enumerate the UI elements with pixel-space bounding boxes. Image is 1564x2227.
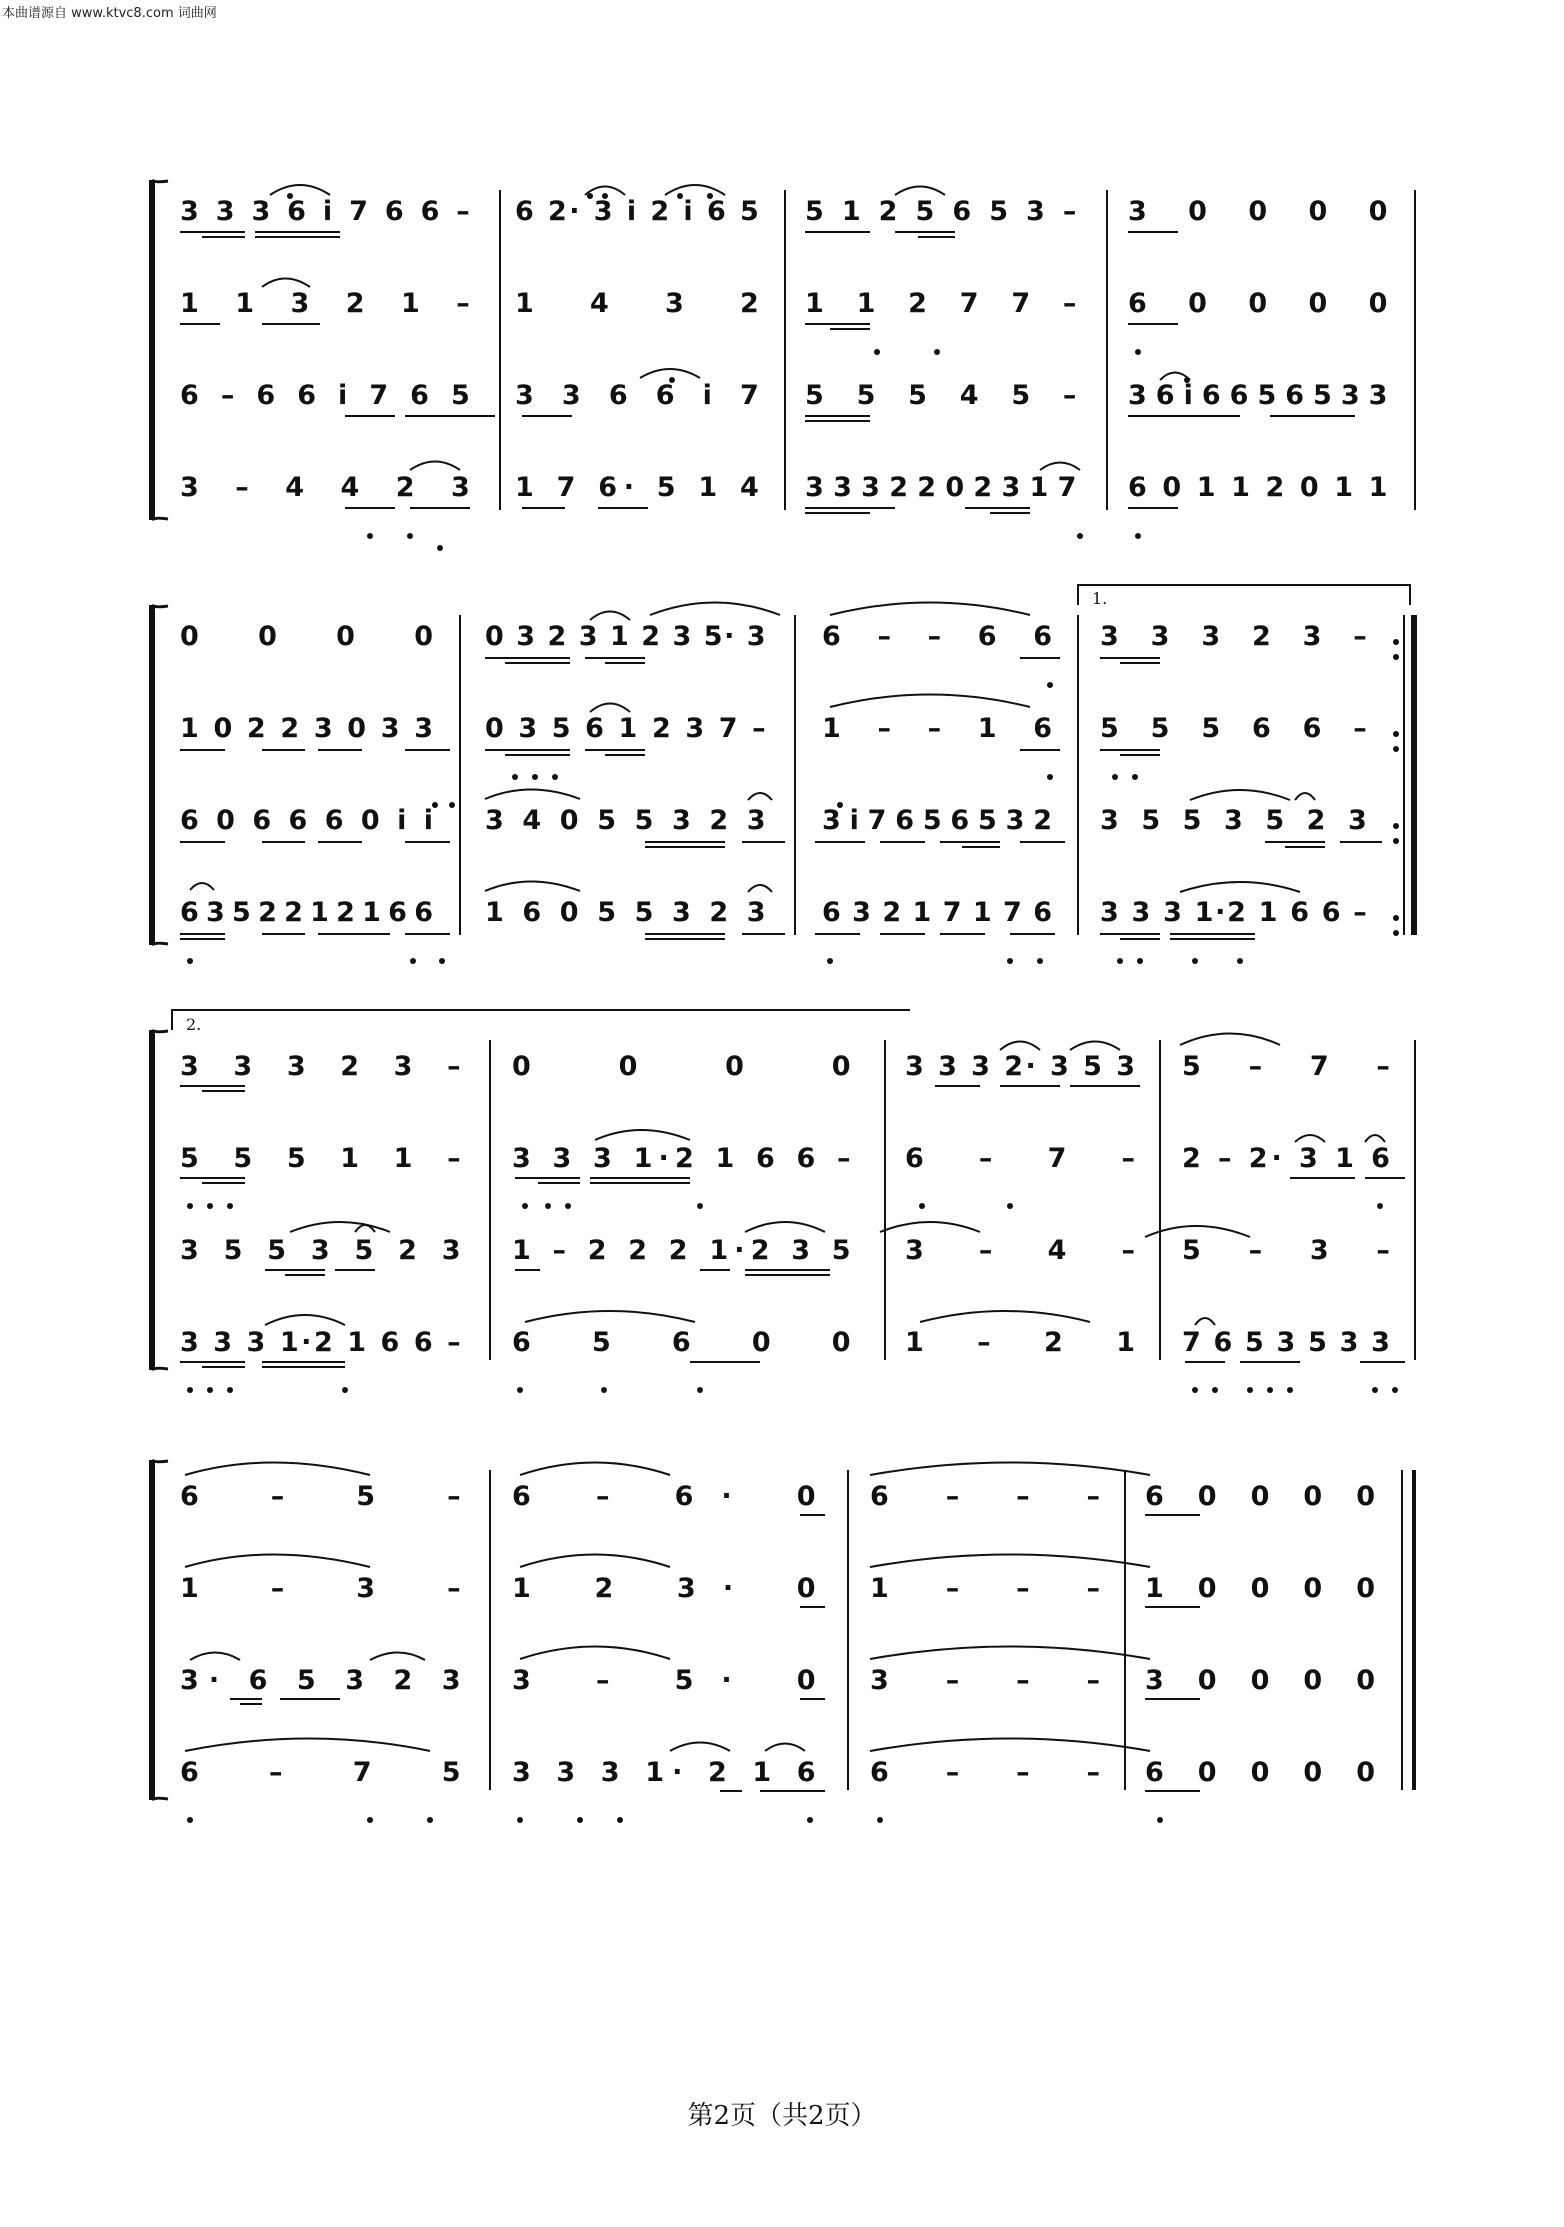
bracket-top-curl bbox=[152, 605, 168, 607]
bracket-bottom-curl bbox=[152, 1798, 168, 1800]
source-header: 本曲谱源自 www.ktvc8.com 词曲网 bbox=[2, 6, 217, 21]
bracket-bottom-curl bbox=[152, 518, 168, 520]
measure-s4-v2-m2: 1 2 3· 0 bbox=[512, 1573, 816, 1604]
octave-dots bbox=[187, 1817, 1163, 1823]
measure-s3-v3-m1: 3 5 5 3 5 2 3 bbox=[180, 1235, 461, 1266]
page-footer: 第2页（共2页） bbox=[687, 2101, 877, 2131]
measure-s4-v1-m3: 6 – – – bbox=[870, 1481, 1100, 1512]
measure-s1-v3-m2: 3 3 6 6 i 7 bbox=[515, 380, 759, 411]
measure-s2-v3-m1: 6 0 6 6 6 0 i i bbox=[180, 805, 433, 836]
bracket-bottom-curl bbox=[152, 1368, 168, 1370]
measure-s3-v3-m2: 1 – 2 2 2 1·2 3 5 bbox=[512, 1235, 851, 1266]
measure-s2-v2-m1: 1 0 2 2 3 0 3 3 bbox=[180, 713, 433, 744]
measure-s4-v1-m4: 6 0 0 0 0 bbox=[1145, 1481, 1375, 1512]
volta-2-bracket bbox=[172, 1010, 910, 1030]
measure-s4-v1-m1: 6 – 5 – bbox=[180, 1481, 461, 1512]
bracket-bottom-curl bbox=[152, 943, 168, 945]
measure-s4-v3-m1: 3· 6 5 3 2 3 bbox=[180, 1665, 461, 1696]
measure-s2-v4-m2: 1 6 0 5 5 3 2 3 bbox=[485, 897, 766, 928]
measure-s1-v3-m4: 3 6 i 6 6 5 6 5 3 3 bbox=[1128, 380, 1388, 411]
measure-s3-v1-m4: 5 – 7 – bbox=[1182, 1051, 1390, 1082]
measure-s1-v1-m1: 3 3 3 6 i 7 6 6 – bbox=[180, 196, 470, 227]
volta-2-label: 2. bbox=[186, 1015, 202, 1034]
measure-s2-v3-m4: 3 5 5 3 5 2 3 bbox=[1100, 805, 1367, 836]
measure-s1-v4-m1: 3 – 4 4 2 3 bbox=[180, 472, 470, 503]
measure-s2-v4-m1: 6 3 5 2 2 1 2 1 6 6 bbox=[180, 897, 433, 928]
volta-1-bracket bbox=[1078, 585, 1410, 605]
measure-s4-v4-m2: 3 3 3 1· 2 1 6 bbox=[512, 1757, 816, 1788]
measure-s2-v3-m2: 3 4 0 5 5 3 2 3 bbox=[485, 805, 766, 836]
measure-s3-v1-m3: 3 3 3 2· 3 5 3 bbox=[905, 1051, 1135, 1082]
measure-s2-v1-m4: 3 3 3 2 3 – bbox=[1100, 621, 1367, 652]
measure-s1-v2-m2: 1 4 3 2 bbox=[515, 288, 759, 319]
bracket-top-curl bbox=[152, 1460, 168, 1462]
measure-s4-v4-m4: 6 0 0 0 0 bbox=[1145, 1757, 1375, 1788]
measure-s3-v3-m3: 3 – 4 – bbox=[905, 1235, 1135, 1266]
measure-s3-v4-m3: 1 – 2 1 bbox=[905, 1327, 1135, 1358]
octave-dots bbox=[187, 1203, 1398, 1393]
repeat-dots bbox=[1393, 639, 1399, 936]
measure-s3-v4-m1: 3 3 3 1·2 1 6 6 – bbox=[180, 1327, 461, 1358]
measure-s1-v2-m3: 1 1 2 7 7 – bbox=[805, 288, 1077, 319]
measure-s1-v1-m3: 5 1 2 5 6 5 3 – bbox=[805, 196, 1077, 227]
measure-s1-v2-m4: 6 0 0 0 0 bbox=[1128, 288, 1388, 319]
bracket-top-curl bbox=[152, 180, 168, 182]
measure-s3-v2-m3: 6 – 7 – bbox=[905, 1143, 1135, 1174]
measure-s2-v1-m1: 0 0 0 0 bbox=[180, 621, 433, 652]
measure-s2-v4-m4: 3 3 3 1·2 1 6 6 – bbox=[1100, 897, 1367, 928]
measure-s2-v3-m3: 3 i 7 6 5 6 5 3 2 bbox=[822, 805, 1052, 836]
measure-s3-v1-m1: 3 3 3 2 3 – bbox=[180, 1051, 461, 1082]
slurs bbox=[185, 1463, 1150, 1752]
measure-s1-v3-m1: 6 – 6 6 i 7 6 5 bbox=[180, 380, 470, 411]
measure-s4-v3-m4: 3 0 0 0 0 bbox=[1145, 1665, 1375, 1696]
measure-s1-v4-m2: 1 7 6· 5 1 4 bbox=[515, 472, 759, 503]
measure-s4-v3-m2: 3 – 5· 0 bbox=[512, 1665, 816, 1696]
measure-s2-v4-m3: 6 3 2 1 7 1 7 6 bbox=[822, 897, 1052, 928]
measure-s1-v1-m4: 3 0 0 0 0 bbox=[1128, 196, 1388, 227]
measure-s4-v4-m3: 6 – – – bbox=[870, 1757, 1100, 1788]
measure-s3-v2-m2: 3 3 3 1·2 1 6 6 – bbox=[512, 1143, 851, 1174]
measure-s1-v4-m3: 3 3 3 2 2 0 2 3 1 7 bbox=[805, 472, 1077, 503]
measure-s2-v1-m2: 0 3 2 3 1 2 3 5· 3 bbox=[485, 621, 766, 652]
measure-s4-v2-m1: 1 – 3 – bbox=[180, 1573, 461, 1604]
measure-s3-v2-m1: 5 5 5 1 1 – bbox=[180, 1143, 461, 1174]
measure-s2-v2-m3: 1 – – 1 6 bbox=[822, 713, 1052, 744]
measure-s1-v3-m3: 5 5 5 4 5 – bbox=[805, 380, 1077, 411]
measure-s1-v2-m1: 1 1 3 2 1 – bbox=[180, 288, 470, 319]
measure-s4-v2-m3: 1 – – – bbox=[870, 1573, 1100, 1604]
measure-s1-v1-m2: 6 2· 3 i 2 i 6 5 bbox=[515, 196, 759, 227]
measure-s4-v3-m3: 3 – – – bbox=[870, 1665, 1100, 1696]
measure-s3-v4-m2: 6 5 6 0 0 bbox=[512, 1327, 851, 1358]
measure-s4-v4-m1: 6 – 7 5 bbox=[180, 1757, 461, 1788]
underlines bbox=[180, 1086, 1405, 1367]
measure-s2-v2-m4: 5 5 5 6 6 – bbox=[1100, 713, 1367, 744]
measure-s3-v4-m4: 7 6 5 3 5 3 3 bbox=[1182, 1327, 1390, 1358]
volta-1-label: 1. bbox=[1092, 589, 1108, 608]
measure-s2-v2-m2: 0 3 5 6 1 2 3 7 – bbox=[485, 713, 766, 744]
measure-s3-v2-m4: 2 – 2· 3 1 6 bbox=[1182, 1143, 1390, 1174]
measure-s1-v4-m4: 6 0 1 1 2 0 1 1 bbox=[1128, 472, 1388, 503]
measure-s4-v1-m2: 6 – 6· 0 bbox=[512, 1481, 816, 1512]
bracket-top-curl bbox=[152, 1030, 168, 1032]
measure-s3-v1-m2: 0 0 0 0 bbox=[512, 1051, 851, 1082]
measure-s3-v3-m4: 5 – 3 – bbox=[1182, 1235, 1390, 1266]
measure-s2-v1-m3: 6 – – 6 6 bbox=[822, 621, 1052, 652]
measure-s4-v2-m4: 1 0 0 0 0 bbox=[1145, 1573, 1375, 1604]
slurs bbox=[262, 185, 1190, 470]
